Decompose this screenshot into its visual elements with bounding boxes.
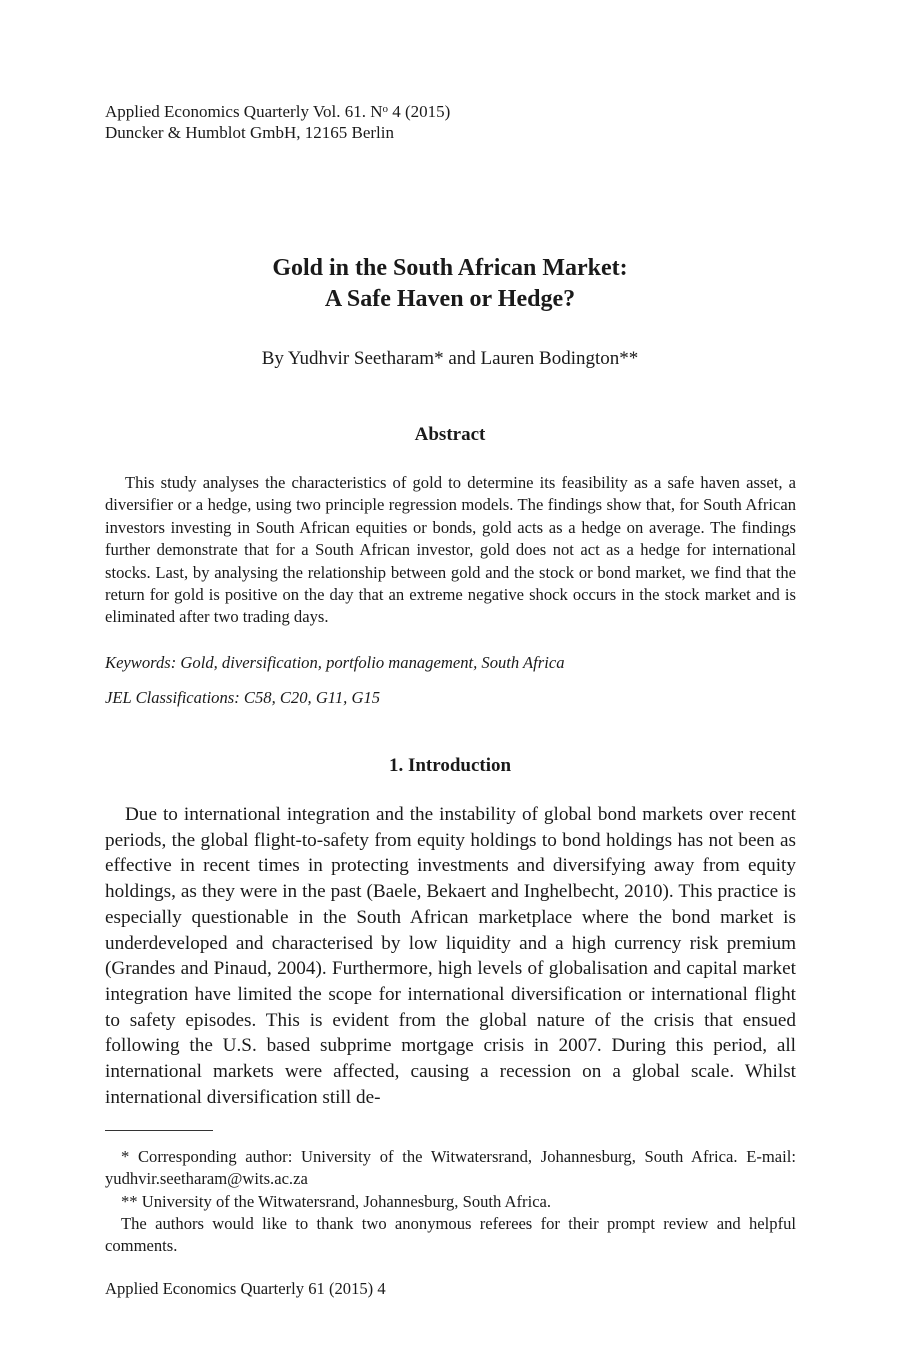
paper-title-line-2: A Safe Haven or Hedge?: [324, 286, 576, 312]
journal-citation-line: Applied Economics Quarterly Vol. 61. $N^o$ 4 (2015): [105, 102, 451, 121]
keywords: Keywords: Gold, diversification, portfolio management, South Africa: [105, 653, 565, 672]
jel-classifications: JEL Classifications: C58, C20, G11, G15: [105, 688, 381, 707]
footnote-acknowledgements: The authors would like to thank two anonymous referees for their prompt review and helpful comments.: [105, 1214, 796, 1255]
footnote-corresponding-author: * Corresponding author: University of the Witwatersrand, Johannesburg, South Africa. E-mail: yudhvir.seetharam@wits.ac.za: [105, 1147, 796, 1188]
journal-header: [105, 101, 450, 143]
introduction-text: Due to international integration and the instability of global bond markets over recent periods, the global flight-to-safety from equity holdings to bond holdings has not been as effective in recent times in protecting investments and diversifying away from equity holdings, as they were in the past (Baele, Bekaert and Inghelbecht, 2010). This practice is especially questionable in the South African marketplace where the bond market is underdeveloped and characterised by low liquidity and a high currency risk premium (Grandes and Pinaud, 2004). Furthermore, high levels of globalisation and capital market integration have limited the scope for international diversification or international flight to safety episodes. This is evident from the global nature of the crisis that ensued following the U.S. based subprime mortgage crisis in 2007. During this period, all international markets were affected, causing a recession on a global scale. Whilst international diversification still de-: [105, 804, 796, 1108]
publisher-line: Duncker & Humblot GmbH, 12165 Berlin: [105, 123, 394, 142]
paper-title: [0, 253, 900, 315]
footnote-divider: [105, 1130, 213, 1131]
author-byline: By Yudhvir Seetharam* and Lauren Bodington**: [261, 348, 639, 369]
page-footer: Applied Economics Quarterly 61 (2015) 4: [105, 1279, 386, 1298]
footnote-second-author: ** University of the Witwatersrand, Johannesburg, South Africa.: [121, 1192, 552, 1211]
introduction-heading: 1. Introduction: [388, 755, 512, 776]
abstract-heading: Abstract: [414, 424, 486, 445]
abstract-text: This study analyses the characteristics of gold to determine its feasibility as a safe haven asset, a diversifier or a hedge, using two principle regression models. The findings show that, for South African investors investing in South African equities or bonds, gold acts as a hedge on average. The findings further demonstrate that for a South African investor, gold does not act as a hedge for international stocks. Last, by analysing the relationship between gold and the stock or bond market, we find that the return for gold is positive on the day that an extreme negative shock occurs in the stock market and is eliminated after two trading days.: [105, 473, 796, 627]
paper-title-line-1: Gold in the South African Market:: [272, 255, 628, 281]
